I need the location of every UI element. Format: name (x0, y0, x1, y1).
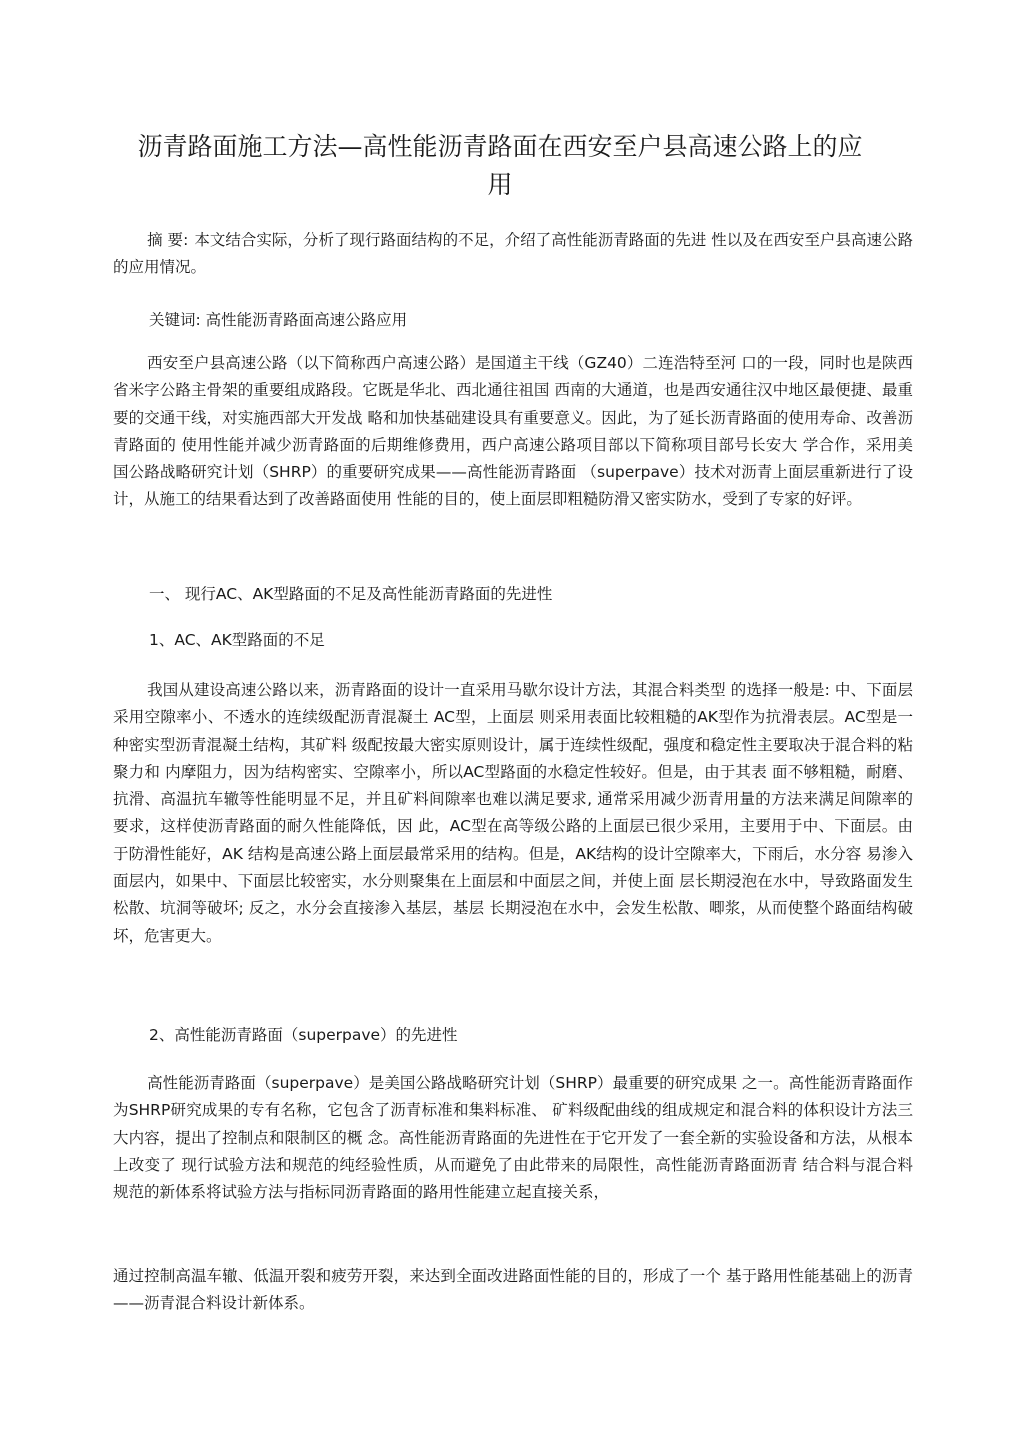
subsection2-heading: 2、高性能沥青路面（superpave）的先进性 (149, 1026, 458, 1044)
abstract-text: 本文结合实际，分析了现行路面结构的不足，介绍了高性能沥青路面的先进 性以及在西安至户县高速公路的应用情况。 (113, 231, 913, 277)
intro-paragraph: 西安至户县高速公路（以下简称西户高速公路）是国道主干线（GZ40）二连浩特至河 口的一段，同时也是陕西省米字公路主骨架的重要组成路段。它既是华北、西北通往祖国 西南的大通道，也是西安通往汉中地区最便捷、最重要的交通干线，对实施西部大开发战 略和加快基础建设具有重要意义。因此，为了延长沥青路面的使用寿命、改善沥青路面的 使用性能并减少沥青路面的后期维修费用，西户高速公路项目部以下简称项目部号长安大 学合作，采用美国公路战略研究计划（SHRP）的重要研究成果——高性能沥青路面 （superpave）技术对沥青上面层重新进行了设计，从施工的结果看达到了改善路面使用 性能的目的，使上面层即粗糙防滑又密实防水，受到了专家的好评。 (113, 354, 913, 509)
section1-heading: 一、 现行AC、AK型路面的不足及高性能沥青路面的先进性 (149, 585, 553, 603)
abstract-label: 摘 要: (147, 231, 189, 249)
document-title (100, 128, 900, 204)
closing-paragraph: 通过控制高温车辙、低温开裂和疲劳开裂，来达到全面改进路面性能的目的，形成了一个 基于路用性能基础上的沥青——沥青混合料设计新体系。 (113, 1267, 913, 1313)
subsection1-heading: 1、AC、AK型路面的不足 (149, 631, 325, 649)
title-line-1: 沥青路面施工方法—高性能沥青路面在西安至户县高速公路上的应 (137, 132, 863, 161)
title-line-2: 用 (487, 170, 513, 199)
subsection2-paragraph: 高性能沥青路面（superpave）是美国公路战略研究计划（SHRP）最重要的研究成果 之一。高性能沥青路面作为SHRP研究成果的专有名称，它包含了沥青标准和集料标准、 矿料级配曲线的组成规定和混合料的体积设计方法三大内容，提出了控制点和限制区的概 念。高性能沥青路面的先进性在于它开发了一套全新的实验设备和方法，从根本上改变了 现行试验方法和规范的纯经验性质，从而避免了由此带来的局限性，高性能沥青路面沥青 结合料与混合料规范的新体系将试验方法与指标同沥青路面的路用性能建立起直接关系， (113, 1074, 913, 1202)
subsection1-paragraph: 我国从建设高速公路以来，沥青路面的设计一直采用马歇尔设计方法，其混合料类型 的选择一般是: 中、下面层采用空隙率小、不透水的连续级配沥青混凝土 AC型，上面层 则采用表面比较粗糙的AK型作为抗滑表层。AC型是一种密实型沥青混凝土结构，其矿料 级配按最大密实原则设计，属于连续性级配，强度和稳定性主要取决于混合料的粘聚力和 内摩阻力，因为结构密实、空隙率小，所以AC型路面的水稳定性较好。但是，由于其表 面不够粗糙，耐磨、抗滑、高温抗车辙等性能明显不足，并且矿料间隙率也难以满足要求, 通常采用减少沥青用量的方法来满足间隙率的要求，这样使沥青路面的耐久性能降低，因 此，AC型在高等级公路的上面层已很少采用，主要用于中、下面层。由于防滑性能好，AK 结构是高速公路上面层最常采用的结构。但是，AK结构的设计空隙率大，下雨后，水分容 易渗入面层内，如果中、下面层比较密实，水分则聚集在上面层和中面层之间，并使上面 层长期浸泡在水中，导致路面发生松散、坑洞等破坏; 反之，水分会直接渗入基层，基层 长期浸泡在水中，会发生松散、唧浆，从而使整个路面结构破坏，危害更大。 (113, 681, 913, 945)
abstract-paragraph (113, 227, 913, 282)
keywords: 关键词: 高性能沥青路面高速公路应用 (149, 311, 408, 329)
